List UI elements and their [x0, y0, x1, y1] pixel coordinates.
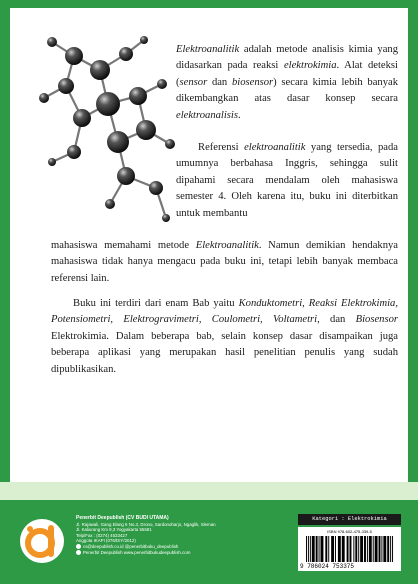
barcode-bar [375, 536, 378, 562]
barcode-bar [373, 536, 374, 562]
barcode-bar [392, 536, 393, 562]
barcode-bar [358, 536, 359, 562]
publisher-web: Penerbit Deepublish www.penerbitbukudeepublish.com [83, 549, 191, 555]
barcode-bar [308, 536, 309, 562]
barcode-bar [353, 536, 354, 562]
paragraph-references-start [176, 140, 398, 222]
barcode-bar [319, 536, 320, 562]
paragraph-2a-text: Referensi elektroanalitik yang tersedia, pada umumnya berbahasa Inggris, sehingga sulit dipahami secara mendalam oleh mahasiswa semester 4. Oleh karena itu, buku ini diterbitkan untuk membantu [176, 142, 399, 219]
barcode-bar [350, 536, 352, 562]
paragraph-3-text: Buku ini terdiri dari enam Bab yaitu Konduktometri, Reaksi Elektrokimia, Potensiometri, Elektrogravimetri, Coulometri, Voltametri, dan Biosensor Elektrokimia. Dalam beberapa bab, selain konsep dasar disampaikan juga beberapa aplikasi yang merupakan hasil penelitian penulis yang sudah dipublikasikan. [51, 298, 398, 375]
barcode-bar [347, 536, 349, 562]
publisher-address-2: Jl. Kaliurang Km 9,3 Yogyakarta 55581 [76, 527, 152, 533]
molecule-illustration [22, 26, 182, 236]
barcode-bar [321, 536, 324, 562]
publisher-web-row [76, 550, 256, 556]
barcode-bar [355, 536, 357, 562]
publisher-info [76, 516, 256, 555]
barcode-bar [364, 536, 366, 562]
barcode-bar [367, 536, 368, 562]
barcode-bar [360, 536, 363, 562]
barcode-bar [331, 536, 334, 562]
barcode-bar [316, 536, 318, 562]
barcode-bar [335, 536, 336, 562]
barcode-bar [310, 536, 311, 562]
isbn-text: ISBN 978-602-475-339-5 [327, 529, 372, 534]
paragraph-chapters [51, 296, 398, 378]
paragraph-1-text: Elektroanalitik adalah metode analisis kimia yang didasarkan pada reaksi elektrokimia. Alat deteksi (sensor dan biosensor) secara kimia lebih banyak dikembangkan atas dasar konsep secara elektroanalisis. [176, 44, 398, 121]
category-label: Kategori : Elektrokimia [298, 514, 401, 525]
publisher-name: Penerbit Deepublish (CV BUDI UTAMA) [76, 515, 169, 521]
paragraph-references-end [51, 238, 398, 287]
top-border [0, 0, 418, 8]
barcode-bar [342, 536, 345, 562]
barcode-bar [328, 536, 329, 562]
barcode-bar [306, 536, 307, 562]
publisher-contact: cs@deepublish.co.id @penerbitbuku_deepublish [83, 543, 179, 549]
barcode-digits: 9 786024 753375 [300, 563, 355, 570]
barcode-bar [312, 536, 315, 562]
barcode-bars [306, 536, 394, 562]
barcode-bar [338, 536, 341, 562]
left-border [0, 0, 10, 500]
paragraph-2b-text: mahasiswa memahami metode Elektroanalitik. Namun demikian hendaknya mahasiswa tidak hanya mengacu pada buku ini, tetapi lebih banyak membaca referensi lain. [51, 240, 398, 284]
barcode-bar [387, 536, 389, 562]
paragraph-definition [176, 42, 398, 124]
barcode-panel [298, 527, 401, 571]
footer-separator [0, 482, 418, 500]
barcode-bar [369, 536, 372, 562]
globe-icon [76, 550, 81, 555]
publisher-ikapi: Anggota IKAPI (076/DIY/2012) [76, 538, 136, 544]
publisher-phone: Telp/Fax : (0274) 4533427 [76, 532, 128, 538]
barcode-bar [390, 536, 391, 562]
barcode-bar [381, 536, 382, 562]
barcode-bar [379, 536, 381, 562]
deepublish-logo [18, 517, 66, 569]
mail-icon [76, 544, 81, 549]
right-border [408, 0, 418, 500]
barcode-bar [383, 536, 386, 562]
barcode-bar [325, 536, 327, 562]
publisher-address-1: Jl. Rajawali, Gang Elang 6 No.3, Drono, Sardonoharjo, Ngaglik, Sleman [76, 521, 216, 527]
